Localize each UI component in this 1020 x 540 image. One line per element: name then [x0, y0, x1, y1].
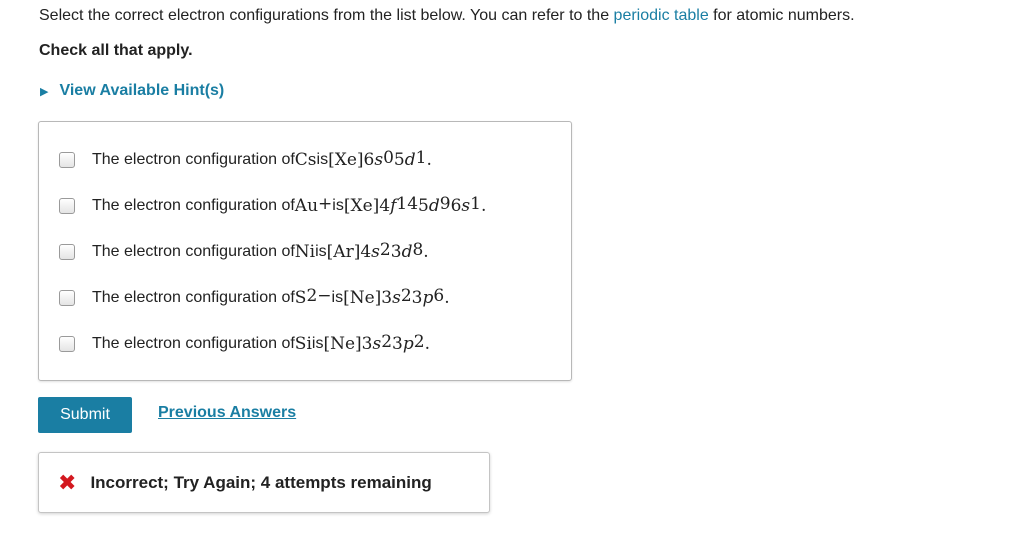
option-item[interactable]: The electron configuration of S $^{2-}$ is [Ne] 3 s $^2$ 3 p $^6$ .	[59, 286, 450, 310]
instructions-text	[39, 7, 855, 25]
option-is: is	[332, 197, 344, 214]
option-checkbox[interactable]	[59, 290, 75, 306]
option-core: [Xe]	[343, 196, 380, 216]
option-item[interactable]: The electron configuration of Si is [Ne] 3 s $^2$ 3 p $^2$ .	[59, 332, 430, 356]
x-mark-icon: ✖	[58, 469, 77, 495]
option-prefix: The electron configuration of	[92, 197, 295, 214]
option-species: Ni	[294, 242, 316, 262]
option-core: [Ne]	[323, 334, 362, 354]
option-checkbox[interactable]	[59, 244, 75, 260]
option-is: is	[311, 335, 324, 352]
previous-answers-link[interactable]: Previous Answers	[158, 404, 297, 421]
option-core: [Ar]	[326, 242, 361, 262]
option-item[interactable]: The electron configuration of Cs is [Xe] 6 s $^0$ 5 d $^1$ .	[59, 148, 432, 172]
options-list	[38, 121, 572, 381]
option-checkbox[interactable]	[59, 198, 75, 214]
option-prefix: The electron configuration of	[92, 289, 295, 306]
submit-button[interactable]: Submit	[38, 397, 132, 433]
triangle-right-icon: ▶	[40, 85, 49, 98]
option-item[interactable]: The electron configuration of Ni is [Ar] 4 s $^2$ 3 d $^8$ .	[59, 240, 429, 264]
feedback-message	[38, 452, 490, 513]
option-item[interactable]: The electron configuration of Au + is [Xe] 4 f $^{14}$ 5 d $^9$ 6 s $^1$ .	[59, 194, 486, 218]
option-species: S	[294, 288, 307, 308]
view-hints-toggle[interactable]	[39, 82, 224, 100]
option-species: Cs	[294, 150, 317, 170]
feedback-text: Incorrect; Try Again; 4 attempts remaining	[90, 472, 432, 492]
option-is: is	[331, 289, 344, 306]
option-checkbox[interactable]	[59, 152, 75, 168]
instructions-before: Select the correct electron configurations from the list below. You can refer to the	[39, 7, 614, 24]
option-species: Si	[294, 334, 312, 354]
option-checkbox[interactable]	[59, 336, 75, 352]
option-prefix: The electron configuration of	[92, 151, 295, 168]
option-prefix: The electron configuration of	[92, 335, 295, 352]
option-core: [Ne]	[343, 288, 382, 308]
periodic-table-link[interactable]: periodic table	[613, 7, 709, 24]
view-hints-label: View Available Hint(s)	[59, 82, 225, 99]
instructions-after: for atomic numbers.	[708, 7, 855, 24]
option-core: [Xe]	[328, 150, 364, 170]
check-all-label: Check all that apply.	[39, 42, 193, 59]
option-prefix: The electron configuration of	[92, 243, 295, 260]
option-is: is	[315, 243, 327, 260]
option-is: is	[316, 151, 329, 168]
option-species: Au	[294, 196, 319, 216]
